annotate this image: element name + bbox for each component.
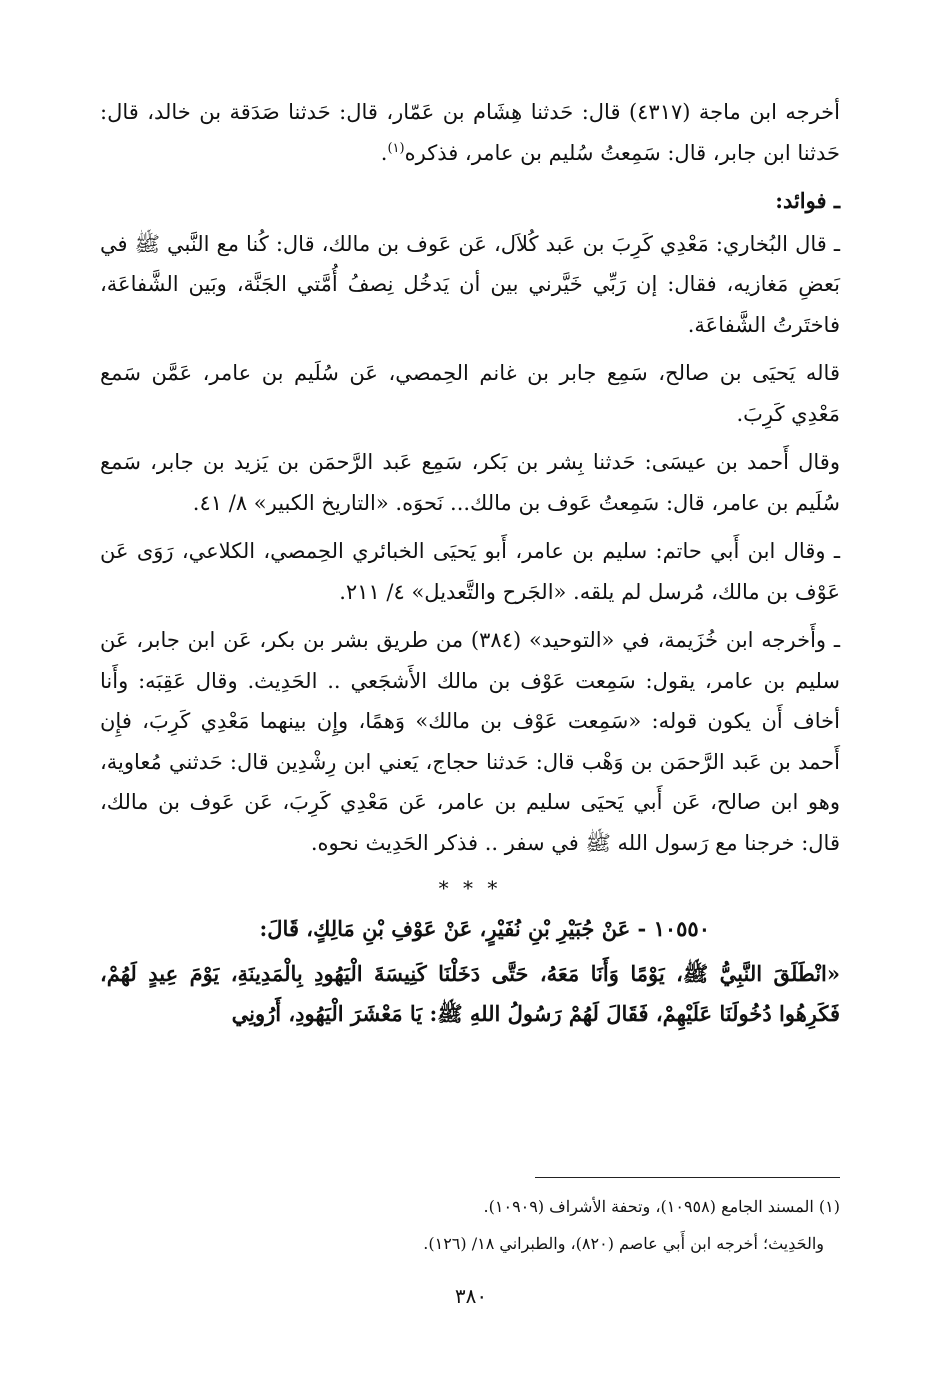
footnote-reference: (١) <box>387 140 405 156</box>
footnote-1: (١) المسند الجامع (١٠٩٥٨)، وتحفة الأشراف (١٠٩٠٩). <box>483 1197 840 1216</box>
footnotes <box>100 1190 840 1264</box>
paragraph-ibn-abi-hatim: ـ وقال ابن أَبي حاتم: سليم بن عامر، أَبو يَحيَى الخبائري الحِمصي، الكلاعي، رَوَى عَن عَوْف بن مالك، مُرسل لم يلقه. «الجَرح والتَّعديل» ٤/ ٢١١. <box>100 539 840 604</box>
section-heading-fawaid: ـ فوائد: <box>775 188 840 213</box>
paragraph-ahmad-ibn-isa: وقال أَحمد بن عيسَى: حَدثنا بِشر بن بَكر، سَمِع عَبد الرَّحمَن بن يَزيد بن جابر، سَمع سُلَيم بن عامر، قال: سَمِعتُ عَوف بن مالك... نَحوَه. «التاريخ الكبير» ٨/ ٤١. <box>100 450 840 515</box>
paragraph-bukhari: ـ قال البُخاري: مَعْدِي كَرِبَ بن عَبد كُلاَل، عَن عَوف بن مالك، قال: كُنا مع النَّبي ﷺ في بَعضِ مَغازيه، فقال: إن رَبِّي خَيَّرني بين أن يَدخُل نِصفُ أُمَّتي الجَنَّة، وبَين الشَّفاعَة، فاختَرتُ الشَّفاعَة. <box>100 231 841 337</box>
paragraph-ibn-khuzaymah: ـ وأَخرجه ابن خُزَيمة، في «التوحيد» (٣٨٤) من طريق بشر بن بكر، عَن ابن جابر، عَن سليم بن عامر، يقول: سَمِعت عَوْف بن مالك الأَشجَعي .. الحَدِيث. وقال عَقِبَه: وأَنا أخاف أَن يكون قوله: «سَمِعت عَوْف بن مالك» وَهمًا، وإِن بينهما مَعْدِي كَرِبَ، فإِن أَحمد بن عَبد الرَّحمَن بن وَهْب قال: حَدثنا حجاج، يَعني ابن رِشْدِين قال: حَدثني مُعاوية، وهو ابن صالح، عَن أَبي يَحيَى سليم بن عامر، عَن مَعْدِي كَرِبَ، عَن عَوف بن مالك، قال: خرجنا مع رَسول الله ﷺ في سفر .. فذكر الحَدِيث نحوه. <box>100 628 841 855</box>
hadith-heading: ١٠٥٥٠ - عَنْ جُبَيْرِ بْنِ نُفَيْرٍ، عَنْ عَوْفِ بْنِ مَالِكٍ، قَالَ: <box>259 916 710 941</box>
paragraph-text: أخرجه ابن ماجة (٤٣١٧) قال: حَدثنا هِشَام بن عَمّار، قال: حَدثنا صَدَقة بن خالد، قال: حَدثنا ابن جابر، قال: سَمِعتُ سُليم بن عامر، فذكره <box>100 100 840 165</box>
footnote-divider <box>535 1177 840 1178</box>
paragraph-yahya: قاله يَحيَى بن صالح، سَمِع جابر بن غانم الحِمصي، عَن سُلَيم بن عامر، عَمَّن سَمع مَعْدِي كَرِبَ. <box>100 361 840 426</box>
footnote-1-continuation: والحَدِيث؛ أخرجه ابن أَبي عاصم (٨٢٠)، والطبراني ١٨/ (١٢٦). <box>423 1234 824 1253</box>
main-text <box>100 92 840 1043</box>
paragraph-ibn-majah: أخرجه ابن ماجة (٤٣١٧) قال: حَدثنا هِشَام بن عَمّار، قال: حَدثنا صَدَقة بن خالد، قال: حَدثنا ابن جابر، قال: سَمِعتُ سُليم بن عامر، فذكره$^{(١)}$. <box>100 100 840 165</box>
hadith-text: «انْطَلَقَ النَّبِيُّ ﷺ، يَوْمًا وَأَنَا مَعَهُ، حَتَّى دَخَلْنَا كَنِيسَةَ الْيَهُودِ بِالْمَدِينَةِ، يَوْمَ عِيدٍ لَهُمْ، فَكَرِهُوا دُخُولَنَا عَلَيْهِمْ، فَقَالَ لَهُمْ رَسُولُ اللهِ ﷺ: يَا مَعْشَرَ الْيَهُودِ، أَرُونِي <box>100 960 840 1026</box>
section-separator: * * * <box>438 876 502 900</box>
page-number: ٣٨٠ <box>454 1284 488 1308</box>
